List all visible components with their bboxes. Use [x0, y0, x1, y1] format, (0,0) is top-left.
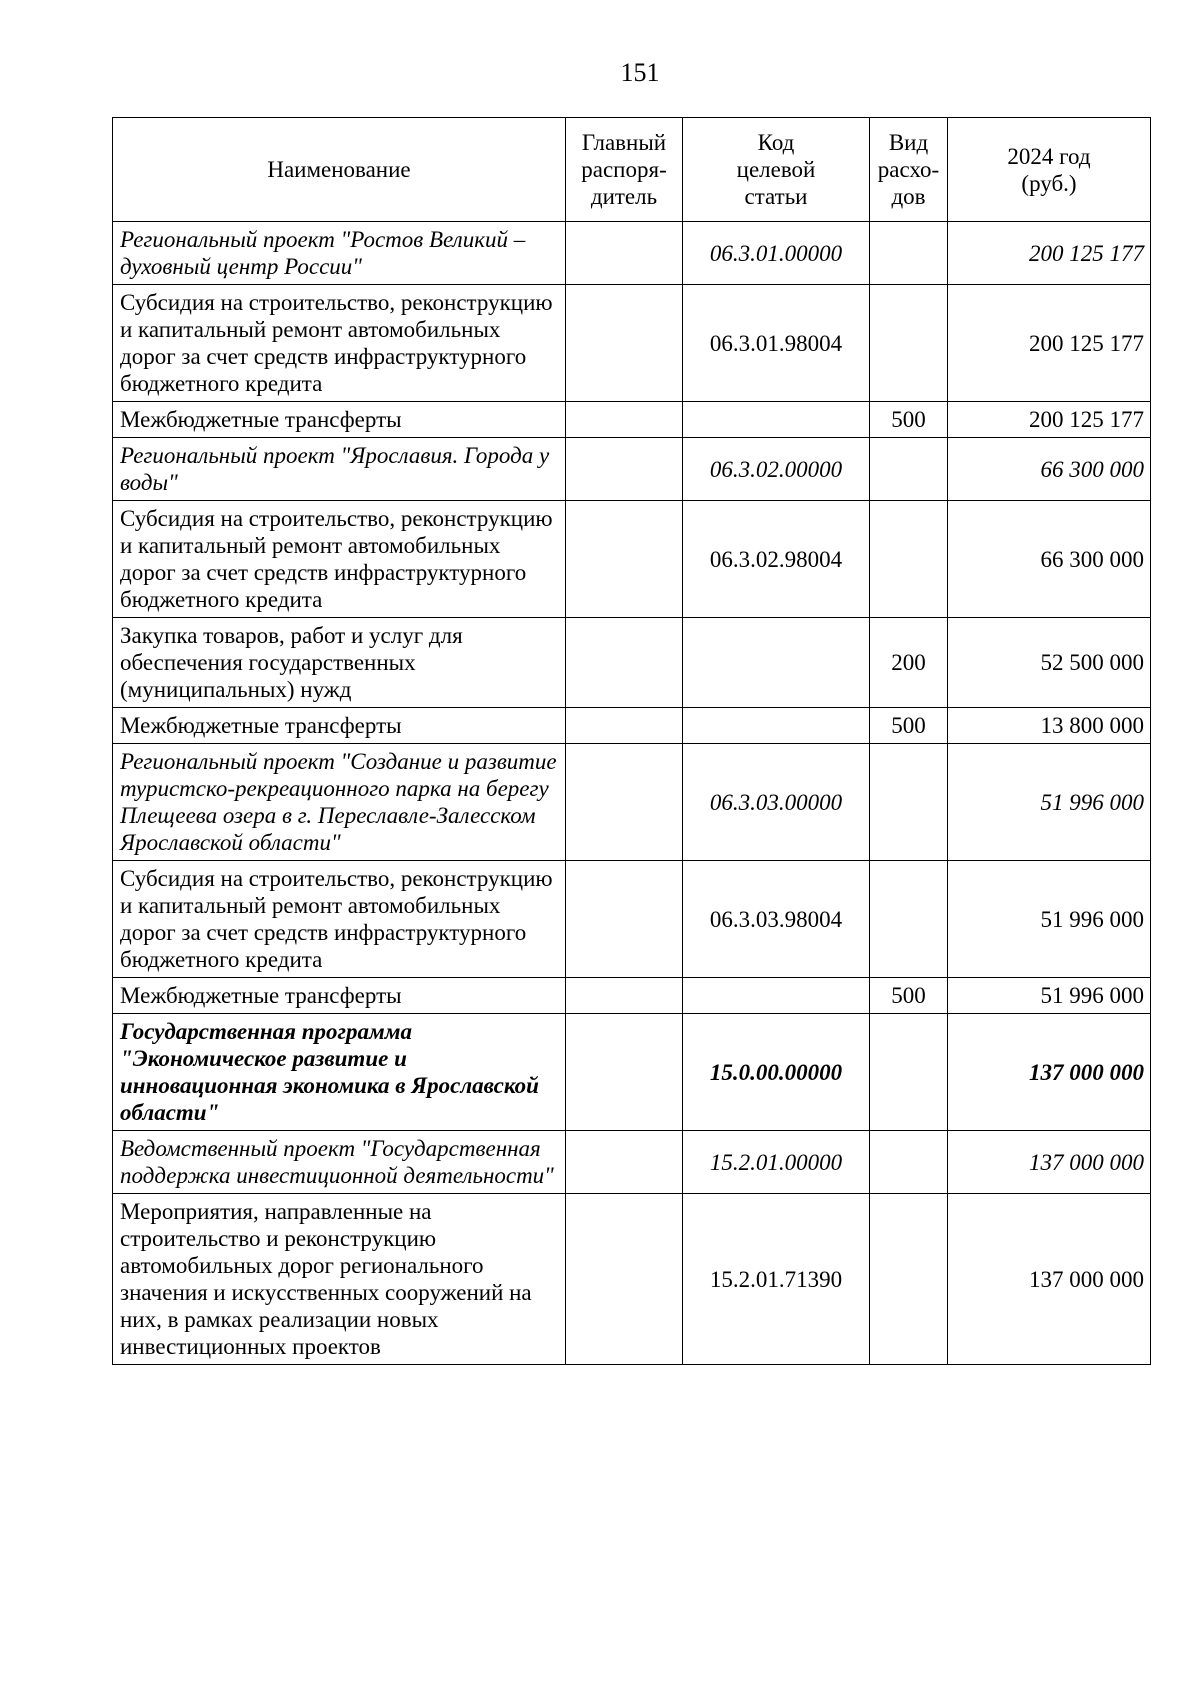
row-name-cell: Межбюджетные трансферты [113, 978, 566, 1014]
table-row [113, 618, 1151, 708]
row-kind-cell [870, 438, 948, 501]
row-manager-cell [566, 708, 683, 744]
row-amount-cell: 200 125 177 [948, 402, 1151, 438]
row-name-cell: Субсидия на строительство, реконструкцию и капитальный ремонт автомобильных дорог за счет средств инфраструктурного бюджетного кредита [113, 501, 566, 618]
row-code-cell [683, 402, 870, 438]
row-code-cell: 06.3.02.00000 [683, 438, 870, 501]
row-amount-cell: 137 000 000 [948, 1194, 1151, 1365]
budget-table [112, 117, 1151, 1365]
row-amount-cell: 200 125 177 [948, 222, 1151, 285]
row-amount-cell: 200 125 177 [948, 285, 1151, 402]
row-name-cell: Мероприятия, направленные на строительство и реконструкцию автомобильных дорог регионального значения и искусственных сооружений на них, в рамках реализации новых инвестиционных проектов [113, 1194, 566, 1365]
row-name-cell: Ведомственный проект "Государственная поддержка инвестиционной деятельности" [113, 1131, 566, 1194]
row-manager-cell [566, 501, 683, 618]
row-code-cell: 15.2.01.71390 [683, 1194, 870, 1365]
row-name-cell: Межбюджетные трансферты [113, 402, 566, 438]
row-code-cell [683, 978, 870, 1014]
table-row [113, 222, 1151, 285]
table-row [113, 1131, 1151, 1194]
row-code-cell: 06.3.01.00000 [683, 222, 870, 285]
row-manager-cell [566, 285, 683, 402]
row-amount-cell: 51 996 000 [948, 978, 1151, 1014]
row-kind-cell [870, 222, 948, 285]
row-kind-cell [870, 744, 948, 861]
table-row [113, 1194, 1151, 1365]
row-manager-cell [566, 222, 683, 285]
table-row [113, 1014, 1151, 1131]
row-name-cell: Региональный проект "Создание и развитие туристско-рекреационного парка на берегу Плещеева озера в г. Переславле-Залесском Ярославской области" [113, 744, 566, 861]
row-manager-cell [566, 1014, 683, 1131]
row-kind-cell: 200 [870, 618, 948, 708]
header-name: Наименование [113, 118, 566, 222]
row-name-cell: Субсидия на строительство, реконструкцию и капитальный ремонт автомобильных дорог за счет средств инфраструктурного бюджетного кредита [113, 285, 566, 402]
header-manager: Главный распоря-дитель [566, 118, 683, 222]
table-row [113, 501, 1151, 618]
row-name-cell: Государственная программа "Экономическое развитие и инновационная экономика в Ярославской области" [113, 1014, 566, 1131]
row-kind-cell: 500 [870, 402, 948, 438]
row-kind-cell [870, 285, 948, 402]
row-amount-cell: 137 000 000 [948, 1014, 1151, 1131]
table-row [113, 402, 1151, 438]
row-amount-cell: 66 300 000 [948, 501, 1151, 618]
row-manager-cell [566, 438, 683, 501]
row-manager-cell [566, 744, 683, 861]
row-name-cell: Региональный проект "Ярославия. Города у воды" [113, 438, 566, 501]
row-manager-cell [566, 1131, 683, 1194]
row-manager-cell [566, 978, 683, 1014]
row-manager-cell [566, 618, 683, 708]
table-row [113, 861, 1151, 978]
row-code-cell: 06.3.03.98004 [683, 861, 870, 978]
row-amount-cell: 51 996 000 [948, 744, 1151, 861]
table-row [113, 708, 1151, 744]
table-row [113, 285, 1151, 402]
row-code-cell [683, 618, 870, 708]
row-kind-cell [870, 1131, 948, 1194]
row-kind-cell [870, 1014, 948, 1131]
row-manager-cell [566, 402, 683, 438]
header-code: Код целевой статьи [683, 118, 870, 222]
row-amount-cell: 51 996 000 [948, 861, 1151, 978]
table-header-row [113, 118, 1151, 222]
row-amount-cell: 66 300 000 [948, 438, 1151, 501]
row-kind-cell: 500 [870, 978, 948, 1014]
table-row [113, 744, 1151, 861]
row-code-cell: 15.0.00.00000 [683, 1014, 870, 1131]
page-number: 151 [620, 58, 660, 87]
row-name-cell: Субсидия на строительство, реконструкцию и капитальный ремонт автомобильных дорог за счет средств инфраструктурного бюджетного кредита [113, 861, 566, 978]
row-code-cell [683, 708, 870, 744]
row-kind-cell [870, 861, 948, 978]
row-amount-cell: 13 800 000 [948, 708, 1151, 744]
row-name-cell: Региональный проект "Ростов Великий – духовный центр России" [113, 222, 566, 285]
row-code-cell: 06.3.01.98004 [683, 285, 870, 402]
row-kind-cell [870, 1194, 948, 1365]
table-row [113, 978, 1151, 1014]
row-amount-cell: 52 500 000 [948, 618, 1151, 708]
row-kind-cell [870, 501, 948, 618]
row-code-cell: 06.3.03.00000 [683, 744, 870, 861]
row-manager-cell [566, 1194, 683, 1365]
header-amount: 2024 год (руб.) [948, 118, 1151, 222]
row-code-cell: 15.2.01.00000 [683, 1131, 870, 1194]
row-name-cell: Закупка товаров, работ и услуг для обеспечения государственных (муниципальных) нужд [113, 618, 566, 708]
row-amount-cell: 137 000 000 [948, 1131, 1151, 1194]
row-code-cell: 06.3.02.98004 [683, 501, 870, 618]
header-kind: Вид расхо-дов [870, 118, 948, 222]
row-name-cell: Межбюджетные трансферты [113, 708, 566, 744]
row-kind-cell: 500 [870, 708, 948, 744]
table-row [113, 438, 1151, 501]
row-manager-cell [566, 861, 683, 978]
